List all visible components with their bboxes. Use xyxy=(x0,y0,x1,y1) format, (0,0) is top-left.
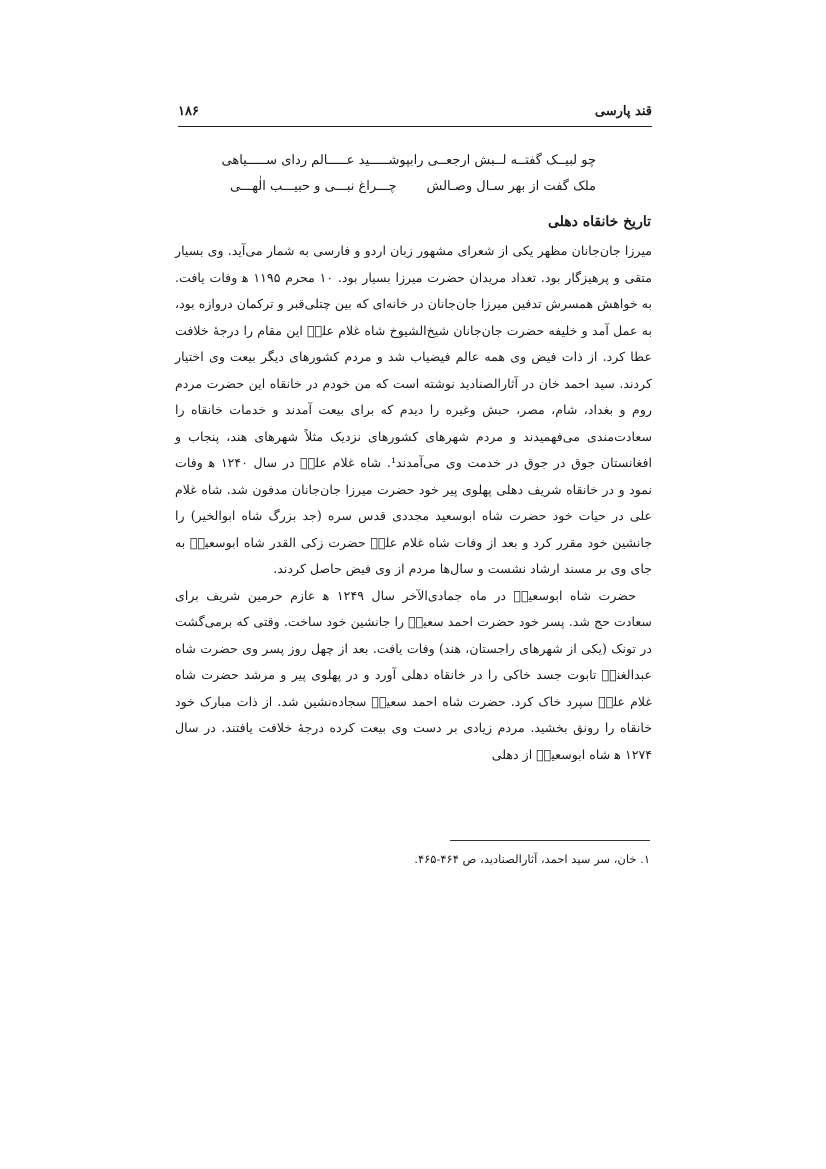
poem-verse xyxy=(221,148,596,174)
hemistich-left: بپوشـــــید عـــــالم ردای ســـــیاهی xyxy=(221,153,414,168)
page-header xyxy=(178,100,652,127)
poem xyxy=(221,148,596,200)
section-heading: تاریخ خانقاه دهلی xyxy=(547,214,651,230)
hemistich-left: چـــراغ نبـــی و حبیـــب الٰهـــی xyxy=(230,179,397,194)
footnote-divider xyxy=(450,840,650,841)
hemistich-right: چو لبیــک گفتــه لــبش ارجعــی را xyxy=(413,153,596,168)
body-text xyxy=(175,238,652,768)
paragraph: میرزا جان‌جانان مظهر یکی از شعرای مشهور زبان اردو و فارسی به شمار می‌آید. وی بسیار متقی و پرهیزگار بود. تعداد مریدان حضرت میرزا بسیار بود. ۱۰ محرم ۱۱۹۵ ﻫ وفات یافت. به خواهش همسرش تدفین میرزا جان‌جانان در خانه‌ای که بین چتلی‌قبر و ترکمان دروازه بود، به عمل آمد و خلیفه حضرت جان‌جانان شیخ‌الشیوخ شاه غلام علیؒ این مقام را درجهٔ خلافت عطا کرد. از ذات فیض وی همه عالم فیضیاب شد و مردم کشورهای دیگر بیعت وی اختیار کردند. سید احمد خان در آثارالصنادید نوشته است که من خودم در خانقاه این حضرت مردم روم و بغداد، شام، مصر، حبش وغیره را دیدم که برای بیعت آمدند و خدمات خانقاه را سعادت‌مندی می‌فهمیدند و مردم شهرهای کشورهای نزدیک مثلاً شهرهای هند، پنجاب و افغانستان جوق در جوق در خدمت وی می‌آمدند¹. شاه غلام علیؒ در سال ۱۲۴۰ ﻫ وفات نمود و در خانقاه شریف دهلی پهلوی پیر خود حضرت میرزا جان‌جانان مدفون شد. شاه غلام علی در حیات خود حضرت شاه ابوسعید مجددی قدس سره (جد بزرگ شاه ابوالخیر) را جانشین خود مقرر کرد و بعد از وفات شاه غلام علیؒ حضرت زکی القدر شاه ابوسعیدؒ به جای وی بر مسند ارشاد نشست و سال‌ها مردم از وی فیض حاصل کردند. xyxy=(175,243,652,576)
paragraph: حضرت شاه ابوسعیدؒ در ماه جمادی‌الآخر سال ۱۲۴۹ ﻫ عازم حرمین شریف برای سعادت حج شد. پسر خود حضرت احمد سعیدؒ را جانشین خود ساخت. وقتی که برمی‌گشت در تونک (یکی از شهرهای راجستان، هند) وفات یافت. بعد از چهل روز پسر وی حضرت شاه عبدالغنیؒ تابوت جسد خاکی را در خانقاه دهلی آورد و در پهلوی پیر و مرشد حضرت شاه غلام علیؒ سپرد خاک کرد. حضرت شاه احمد سعیدؒ سجاده‌نشین شد. از ذات مبارک خود خانقاه را رونق بخشید. مردم زیادی بر دست وی بیعت کرده درجهٔ خلافت یافتند. در سال ۱۲۷۴ ﻫ شاه ابوسعیدؒ از دهلی xyxy=(175,587,652,762)
page-number: ۱۸۶ xyxy=(178,104,199,119)
poem-verse xyxy=(230,174,596,200)
footnote: ۱. خان، سر سید احمد، آثارالصنادید، ص ۴۶۴-۴۶۵. xyxy=(414,852,650,866)
running-title: قند پارسی xyxy=(594,104,652,119)
hemistich-right: ملک گفت از بهر سـال وصـالش xyxy=(426,179,596,194)
